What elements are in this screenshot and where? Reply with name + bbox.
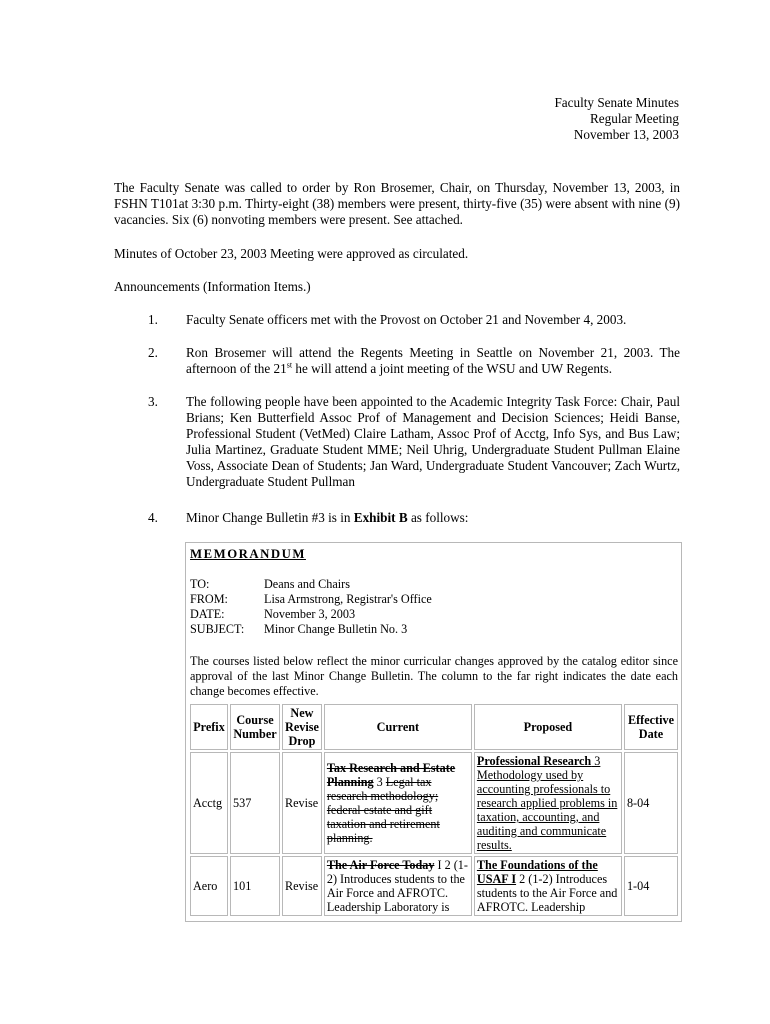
header-subtitle: Regular Meeting: [590, 111, 679, 126]
cell-number: 101: [230, 856, 280, 916]
announcement-item-1: [114, 312, 680, 328]
memorandum-box: [185, 542, 682, 922]
col-effective-date: Effective Date: [624, 704, 678, 750]
current-description: I 2 (1-2) Introduces students to the Air Force and AFROTC. Leadership Laboratory is: [326, 858, 468, 914]
memo-title: MEMORANDUM: [190, 547, 306, 561]
header-date: November 13, 2003: [573, 127, 679, 142]
col-new-revise-drop: New Revise Drop: [282, 704, 322, 750]
proposed-title: The Foundations of the USAF I: [476, 858, 598, 886]
col-course-number: Course Number: [230, 704, 280, 750]
course-change-table: [188, 702, 680, 918]
header-title: Faculty Senate Minutes: [554, 95, 679, 110]
table-row: [190, 856, 678, 916]
intro-paragraph: The Faculty Senate was called to order by Ron Brosemer, Chair, on Thursday, November 13, 2003, in FSHN T101at 3:30 p.m. Thirty-eight (38) members were present, thirty-five (35) were absent with nine (9) vacancies. Six (6) nonvoting members were present. See attached.: [114, 180, 680, 227]
memo-to: Deans and Chairs: [264, 577, 350, 591]
memo-from-label: FROM:: [190, 592, 228, 606]
announcement-item-3: [114, 394, 680, 490]
minutes-approved: Minutes of October 23, 2003 Meeting were approved as circulated.: [114, 246, 469, 261]
col-proposed: Proposed: [474, 704, 622, 750]
proposed-description: 3 Methodology used by accounting professionals to research applied problems in taxation, accounting, and auditing and communicate results.: [476, 754, 618, 852]
item-text: Faculty Senate officers met with the Provost on October 21 and November 4, 2003.: [186, 312, 627, 327]
announcement-item-4: [114, 510, 680, 526]
memo-intro: The courses listed below reflect the minor curricular changes approved by the catalog editor since approval of the last Minor Change Bulletin. The column to the far right indicates the date each change becomes effective.: [190, 654, 678, 698]
memo-to-label: TO:: [190, 577, 210, 591]
cell-effective: 8-04: [624, 752, 678, 854]
memo-subject-label: SUBJECT:: [190, 622, 245, 636]
cell-current: [324, 752, 472, 854]
current-title: Tax Research and Estate Planning: [326, 761, 456, 789]
item-number: 1.: [148, 312, 158, 327]
item-text: [186, 345, 680, 377]
cell-nrd: Revise: [282, 856, 322, 916]
item-number: 4.: [148, 510, 158, 525]
item-text-part: he will attend a joint meeting of the WSU and UW Regents.: [292, 361, 613, 376]
cell-prefix: Acctg: [190, 752, 228, 854]
col-current: Current: [324, 704, 472, 750]
current-description: Legal tax research methodology; federal estate and gift taxation and retirement planning.: [326, 775, 440, 845]
memo-header-fields: [190, 577, 432, 637]
memo-date-label: DATE:: [190, 607, 225, 621]
ordinal-suffix: st: [286, 360, 293, 370]
item-text-part: Ron Brosemer will attend the Regents Meeting in Seattle on November 21, 2003. The afternoon of the 21: [186, 345, 680, 376]
item-text: The following people have been appointed to the Academic Integrity Task Force: Chair, Paul Brians; Ken Butterfield Assoc Prof of Management and Decision Sciences; Heidi Banse, Professional Student (VetMed) Claire Latham, Assoc Prof of Acctg, Info Sys, and Bus Law; Julia Martinez, Graduate Student MME; Neil Uhrig, Undergraduate Student Pullman Elaine Voss, Associate Dean of Students; Jan Ward, Undergraduate Student Vancouver; Zach Wurtz, Undergraduate Student Pullman: [186, 394, 680, 489]
table-row: [190, 752, 678, 854]
document-header: [554, 95, 679, 143]
item-number: 2.: [148, 345, 158, 360]
cell-number: 537: [230, 752, 280, 854]
item-text-part: Minor Change Bulletin #3 is in: [186, 510, 354, 525]
table-header-row: [190, 704, 678, 750]
cell-proposed: [474, 856, 622, 916]
item-text: [186, 510, 680, 526]
announcement-item-2: [114, 345, 680, 377]
cell-nrd: Revise: [282, 752, 322, 854]
cell-effective: 1-04: [624, 856, 678, 916]
current-title: The Air Force Today: [326, 858, 435, 872]
cell-current: [324, 856, 472, 916]
item-text-part: as follows:: [407, 510, 469, 525]
memo-from: Lisa Armstrong, Registrar's Office: [264, 592, 432, 606]
cell-proposed: [474, 752, 622, 854]
item-number: 3.: [148, 394, 158, 409]
cell-prefix: Aero: [190, 856, 228, 916]
memo-subject: Minor Change Bulletin No. 3: [264, 622, 408, 636]
exhibit-reference: Exhibit B: [353, 510, 408, 525]
proposed-description: 2 (1-2) Introduces students to the Air Force and AFROTC. Leadership: [476, 872, 618, 914]
proposed-title: Professional Research: [476, 754, 592, 768]
col-prefix: Prefix: [190, 704, 228, 750]
current-credits: 3: [373, 775, 386, 789]
memo-date: November 3, 2003: [264, 607, 356, 621]
announcements-heading: Announcements (Information Items.): [114, 279, 311, 294]
